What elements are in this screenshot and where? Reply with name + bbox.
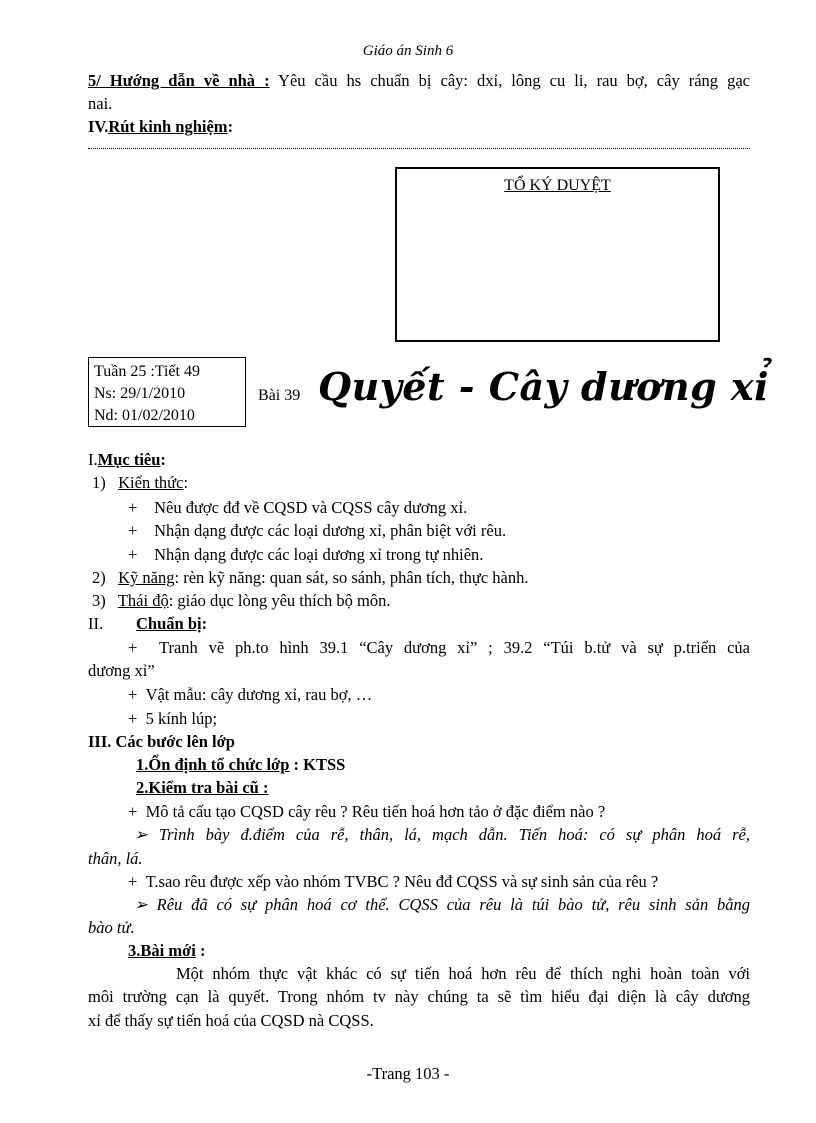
attitude-line	[92, 591, 391, 611]
attitude-num: 3)	[92, 591, 106, 610]
question-1: Mô tả cấu tạo CQSD cây rêu ? Rêu tiến hoá hơn tảo ở đặc điểm nào ?	[145, 802, 606, 821]
intro-line-2: môi trường cạn là quyết. Trong nhóm tv này chúng ta sẽ tìm hiểu đại diện là cây dương	[88, 987, 750, 1006]
knowledge-item-2: Nhận dạng được các loại dương xỉ, phân biệt với rêu.	[154, 521, 507, 540]
list-item	[128, 521, 506, 541]
plus-bullet: +	[128, 802, 138, 821]
knowledge-suffix: :	[183, 473, 189, 492]
answer-2-text: Rêu đã có sự phân hoá cơ thể. CQSS của rêu là túi bào tử, rêu sinh sản bằng	[156, 895, 751, 914]
preparation-item-2: Vật mẫu: cây dương xỉ, rau bợ, …	[145, 685, 373, 704]
list-item	[128, 872, 658, 892]
lesson-number: Bài 39	[258, 387, 301, 404]
arrow-bullet-icon: ➢	[134, 895, 148, 914]
objectives-prefix: I.	[88, 450, 98, 469]
experience-label: Rút kinh nghiệm	[108, 117, 228, 136]
lesson-ns: Ns: 29/1/2010	[94, 385, 186, 402]
preparation-roman: II.	[88, 614, 104, 633]
preparation-item-1-cont: dương xỉ”	[88, 661, 155, 680]
plus-bullet: +	[128, 521, 138, 540]
attitude-text: : giáo dục lòng yêu thích bộ môn.	[168, 591, 391, 610]
homework-line1	[88, 71, 750, 91]
plus-bullet: +	[128, 872, 138, 891]
approval-box	[395, 167, 720, 342]
answer-2	[134, 895, 750, 915]
step1-line	[136, 755, 345, 775]
answer-1-cont: thân, lá.	[88, 849, 143, 868]
skills-num: 2)	[92, 568, 106, 587]
knowledge-item-1: Nêu được đđ về CQSD và CQSS cây dương xỉ.	[154, 498, 468, 517]
plus-bullet: +	[128, 709, 138, 728]
experience-heading	[88, 117, 233, 137]
preparation-heading	[88, 614, 207, 634]
homework-line2: nai.	[88, 94, 113, 113]
plus-bullet: +	[128, 638, 138, 657]
lesson-info-box	[88, 357, 246, 427]
skills-text: : rèn kỹ năng: quan sát, so sánh, phân tích, thực hành.	[174, 568, 529, 587]
step2-label: 2.Kiểm tra bài cũ :	[136, 778, 269, 797]
approval-title: TỔ KÝ DUYỆT	[504, 177, 611, 194]
step1-label: 1.Ổn định tổ chức lớp	[136, 755, 290, 774]
list-item	[128, 709, 217, 729]
homework-label: 5/ Hướng dẫn về nhà :	[88, 71, 270, 90]
objectives-suffix: :	[160, 450, 166, 469]
page-footer: -Trang 103 -	[366, 1064, 450, 1083]
preparation-label: Chuẩn bị	[136, 614, 202, 633]
knowledge-item-3: Nhận dạng được các loại dương xỉ trong tự nhiên.	[154, 545, 484, 564]
attitude-label: Thái độ	[117, 591, 169, 610]
knowledge-num: 1)	[92, 473, 106, 492]
list-item	[128, 545, 483, 565]
plus-bullet: +	[128, 498, 138, 517]
steps-heading: III. Các bước lên lớp	[88, 732, 235, 751]
preparation-item-1-text: Tranh vẽ ph.to hình 39.1 “Cây dương xỉ” ; 39.2 “Túi b.tử và sự p.triển của	[158, 638, 751, 657]
skills-label: Kỹ năng	[118, 568, 175, 587]
step3-suffix: :	[195, 941, 206, 960]
list-item	[128, 498, 467, 518]
knowledge-label: Kiến thức	[118, 473, 184, 492]
intro-line-1: Một nhóm thực vật khác có sự tiến hoá hơn rêu để thích nghi hoàn toàn với	[176, 964, 750, 983]
answer-1	[134, 825, 750, 845]
step1-text: : KTSS	[289, 755, 346, 774]
objectives-label: Mục tiêu	[97, 450, 161, 469]
preparation-suffix: :	[201, 614, 208, 633]
objectives-heading	[88, 450, 166, 470]
lesson-title: Quyết - Cây dương xỉ	[318, 364, 770, 409]
plus-bullet: +	[128, 545, 138, 564]
preparation-item-1	[128, 638, 750, 658]
experience-suffix: :	[227, 117, 234, 136]
plus-bullet: +	[128, 685, 138, 704]
question-2: T.sao rêu được xếp vào nhóm TVBC ? Nêu đđ CQSS và sự sinh sản của rêu ?	[145, 872, 659, 891]
answer-1-text: Trình bày đ.điểm của rễ, thân, lá, mạch dẫn. Tiến hoá: có sự phân hoá rễ,	[158, 825, 750, 844]
answer-2-cont: bào tử.	[88, 918, 135, 937]
dotted-divider	[88, 148, 750, 149]
list-item	[128, 802, 605, 822]
step3-line	[128, 941, 205, 961]
step3-label: 3.Bài mới	[128, 941, 196, 960]
lesson-week: Tuần 25 :Tiết 49	[94, 363, 200, 380]
experience-prefix: IV.	[88, 117, 109, 136]
arrow-bullet-icon: ➢	[134, 825, 148, 844]
homework-text: Yêu cầu hs chuẩn bị cây: dxỉ, lông cu li, rau bợ, cây ráng gạc	[278, 71, 750, 90]
page-header: Giáo án Sinh 6	[362, 43, 454, 59]
intro-line-3: xỉ để thấy sự tiến hoá của CQSD nà CQSS.	[88, 1011, 374, 1030]
skills-line	[92, 568, 529, 588]
lesson-nd: Nd: 01/02/2010	[94, 407, 195, 424]
knowledge-heading	[92, 473, 188, 493]
preparation-item-3: 5 kính lúp;	[145, 709, 218, 728]
list-item	[128, 685, 372, 705]
